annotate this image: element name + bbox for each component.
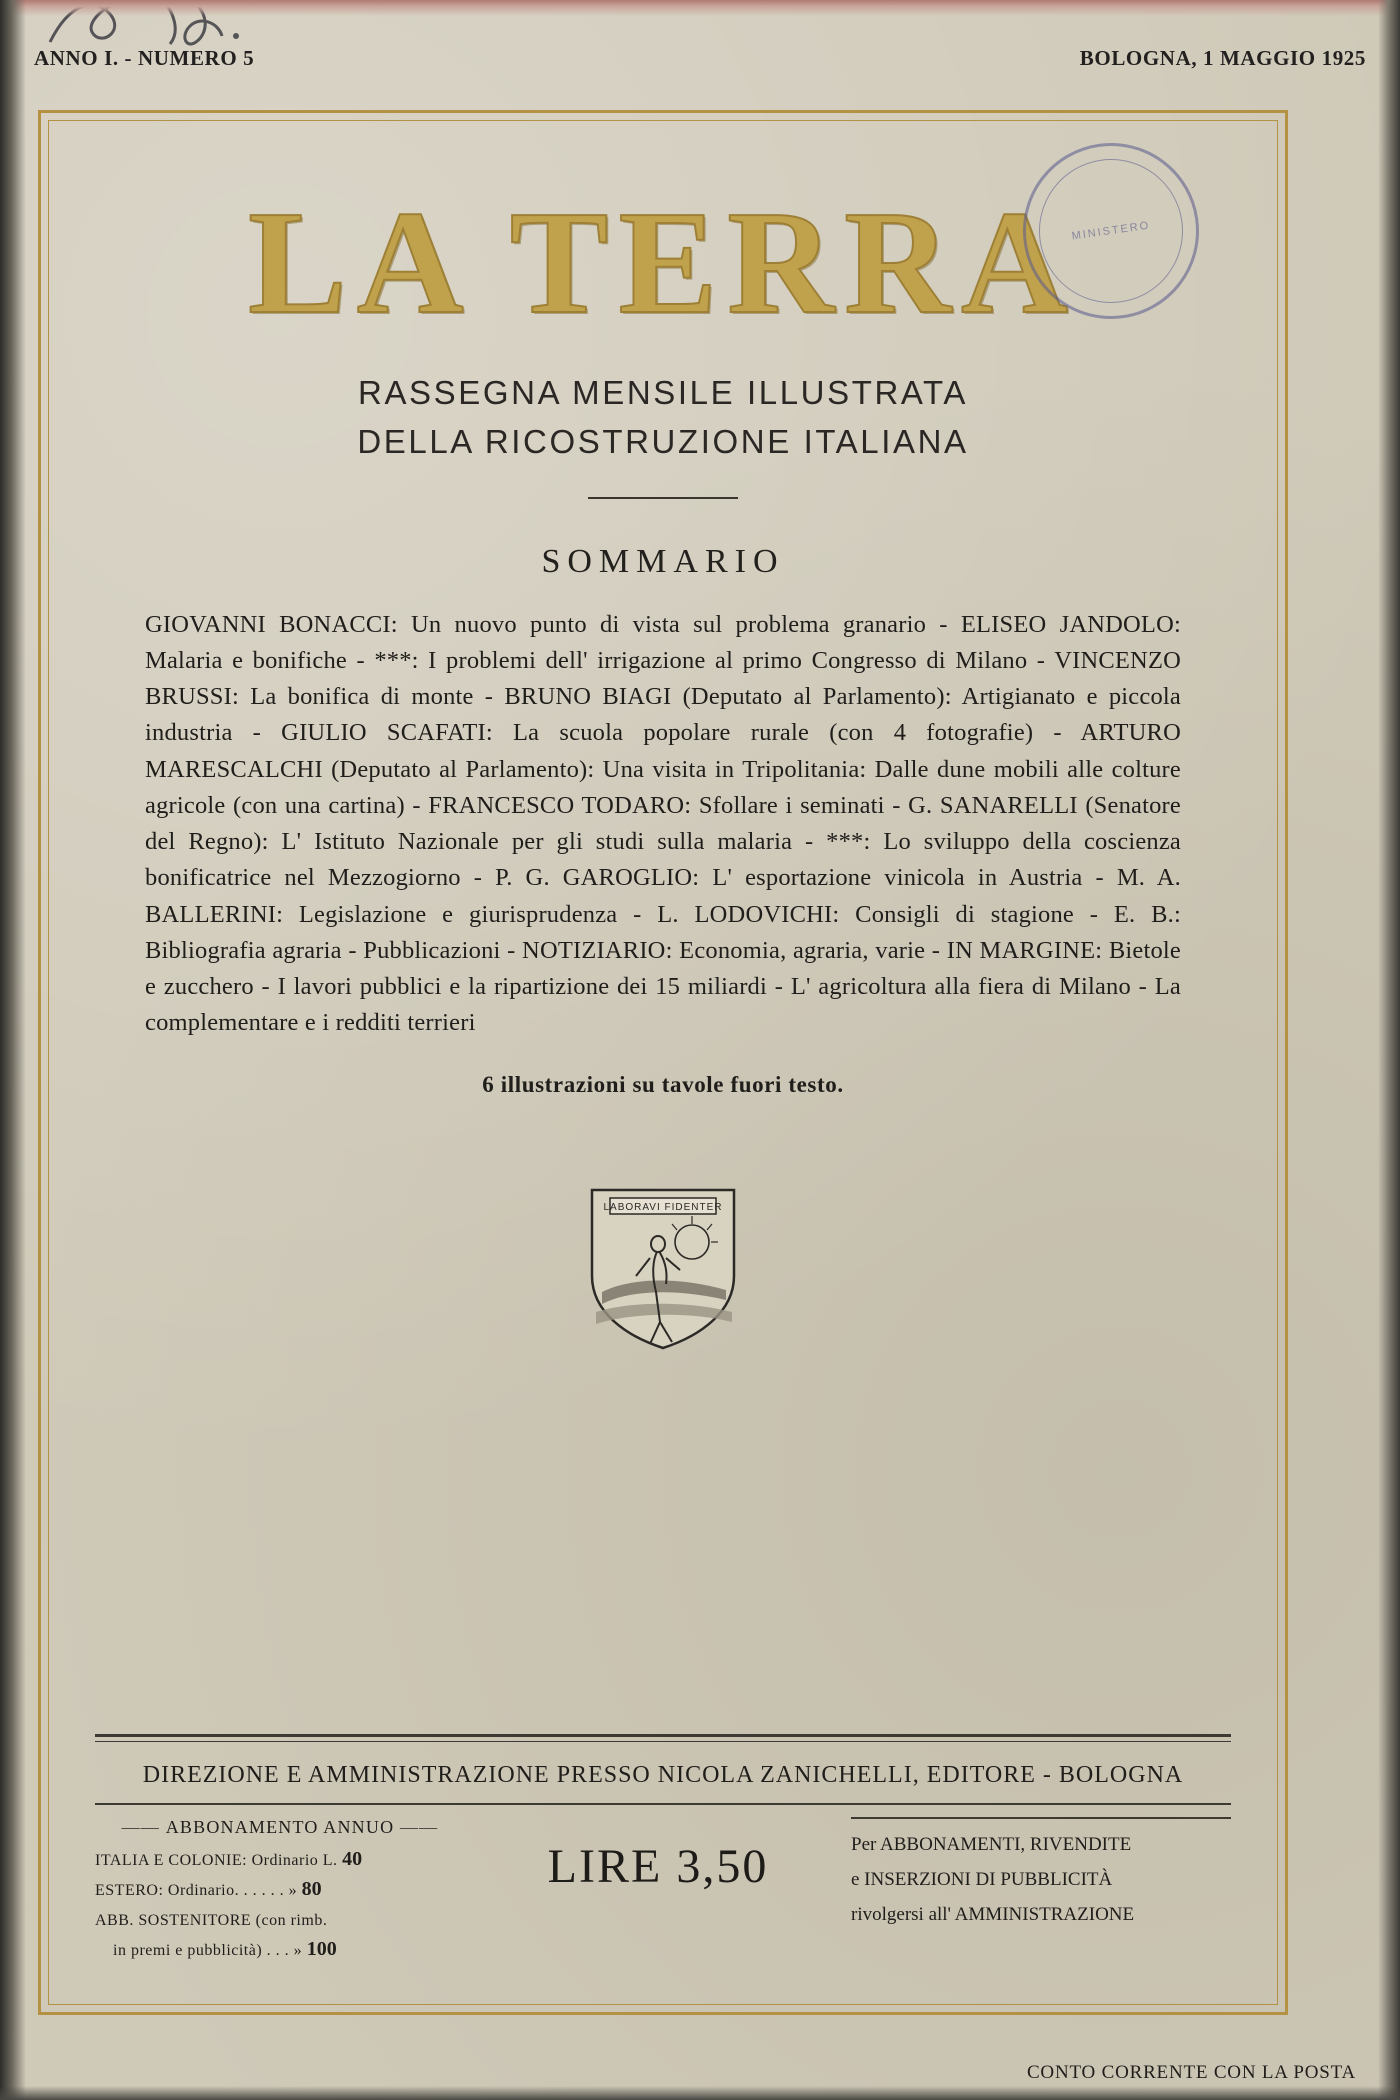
issue-number: ANNO I. - NUMERO 5: [34, 46, 255, 70]
cover-price: LIRE 3,50: [547, 1840, 769, 1893]
publisher-emblem: [574, 1172, 752, 1354]
subscription-row: in premi e pubblicità) . . . » 100: [113, 1938, 337, 1960]
subscription-heading: —— ABBONAMENTO ANNUO ——: [121, 1817, 439, 1837]
notice-line-3: rivolgersi all' AMMINISTRAZIONE: [851, 1904, 1135, 1926]
scan-edge-right: [1378, 0, 1400, 2100]
footer-top-rule: [95, 1734, 1231, 1742]
masthead-subtitle: [95, 368, 1231, 467]
masthead-title: LA TERRA: [248, 181, 1078, 345]
subscription-row: ITALIA E COLONIE: Ordinario L. 40: [95, 1848, 363, 1870]
divider-rule: [588, 497, 738, 499]
notice-block: [851, 1817, 1231, 1932]
cover-frame-inner: [48, 120, 1278, 2005]
notice-line-1: Per ABBONAMENTI, RIVENDITE: [851, 1834, 1132, 1855]
place-date: BOLOGNA, 1 MAGGIO 1925: [1079, 46, 1366, 70]
notice-line-2: e INSERZIONI DI PUBBLICITÀ: [851, 1869, 1113, 1891]
footer-mid-rule: [95, 1803, 1231, 1805]
subtitle-line-1: RASSEGNA MENSILE ILLUSTRATA: [358, 373, 968, 411]
conto-corrente-note: CONTO CORRENTE CON LA POSTA: [1026, 2062, 1356, 2083]
library-stamp-text: MINISTERO: [1070, 219, 1152, 243]
scan-edge-bottom: [0, 2086, 1400, 2100]
subscription-row: ABB. SOSTENITORE (con rimb.: [95, 1912, 328, 1929]
cover-frame: [38, 110, 1288, 2015]
illustrations-note: 6 illustrazioni su tavole fuori testo.: [482, 1071, 844, 1097]
scan-edge-top: [0, 0, 1400, 16]
scan-edge-left: [0, 0, 26, 2100]
subtitle-line-2: DELLA RICOSTRUZIONE ITALIANA: [357, 423, 969, 461]
footer-columns: [95, 1817, 1231, 1964]
publisher-emblem-wrap: [95, 1172, 1231, 1354]
sommario-contents: GIOVANNI BONACCI: Un nuovo punto di vista sul problema granario - ELISEO JANDOLO: Malaria e bonifiche - ***: I problemi dell' irrigazione al primo Congresso di Milano - VINCENZO BRUSSI: La bonifica di monte - BRUNO BIAGI (Deputato al Parlamento): Artigianato e piccola industria - GIULIO SCAFATI: La scuola popolare rurale (con 4 fotografie) - ARTURO MARESCALCHI (Deputato al Parlamento): Una visita in Tripolitania: Dalle dune mobili alle colture agricole (con una cartina) - FRANCESCO TODARO: Sfollare i seminati - G. SANARELLI (Senatore del Regno): L' Istituto Nazionale per gli studi sulla malaria - ***: Lo sviluppo della coscienza bonificatrice nel Mezzogiorno - P. G. GAROGLIO: L' esportazione vinicola in Austria - M. A. BALLERINI: Legislazione e giurisprudenza - L. LODOVICHI: Consigli di stagione - E. B.: Bibliografia agraria - Pubblicazioni - NOTIZIARIO: Economia, agraria, varie - IN MARGINE: Bietole e zucchero - I lavori pubblici e la ripartizione dei 15 miliardi - L' agricoltura alla fiera di Milano - La complementare e i redditi terrieri: [145, 610, 1181, 1037]
direzione-line: DIREZIONE E AMMINISTRAZIONE PRESSO NICOLA ZANICHELLI, EDITORE - BOLOGNA: [142, 1762, 1184, 1788]
footer-block: [95, 1734, 1231, 1964]
sommario-heading: SOMMARIO: [541, 542, 785, 580]
price-block: [465, 1817, 851, 1894]
subscription-row: ESTERO: Ordinario. . . . . . » 80: [95, 1878, 322, 1900]
svg-text:LABORAVI FIDENTER: LABORAVI FIDENTER: [603, 1201, 723, 1213]
subscription-block: [95, 1817, 465, 1964]
